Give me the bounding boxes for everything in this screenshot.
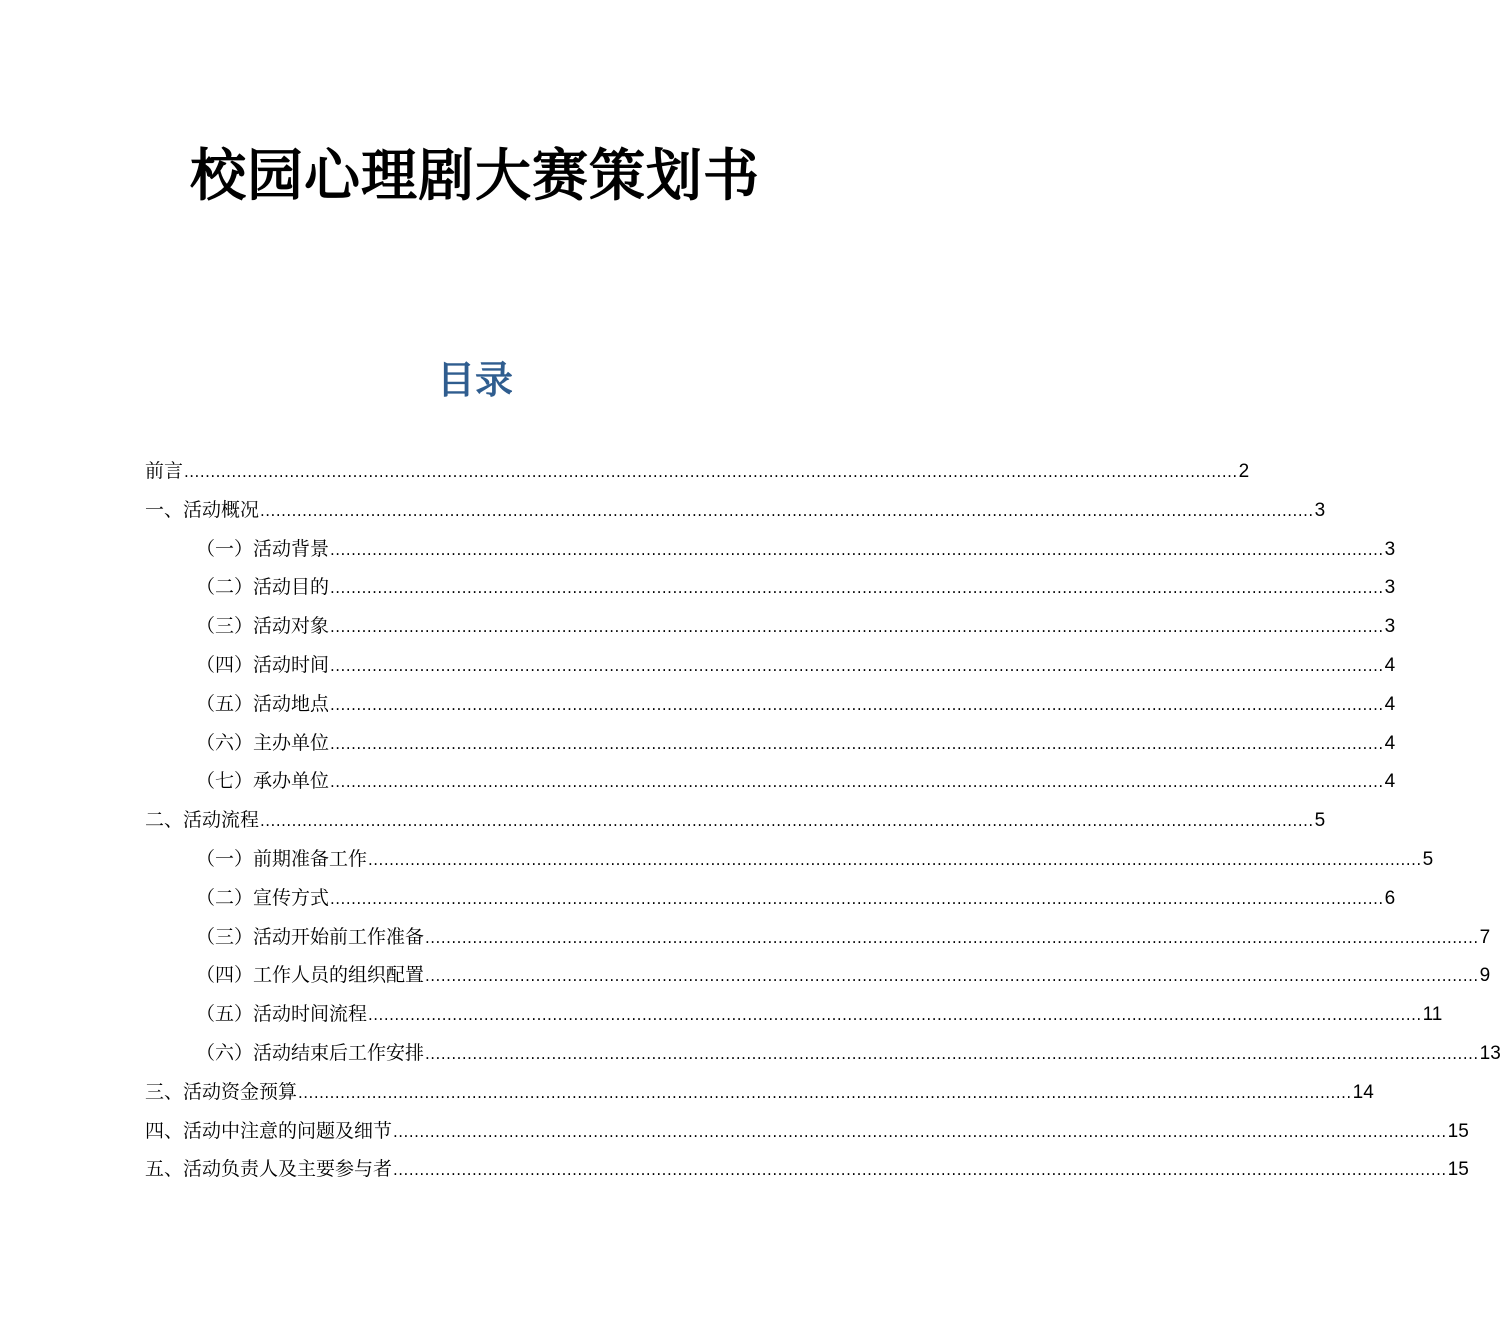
toc-entry-page-number: 5 <box>1314 810 1326 832</box>
toc-entry-label: （二）宣传方式 <box>196 886 330 909</box>
toc-entry-label: （二）活动目的 <box>196 576 330 599</box>
toc-entry[interactable] <box>145 491 1326 530</box>
toc-entry[interactable] <box>145 995 1443 1034</box>
toc-entry-page-number: 7 <box>1479 926 1491 948</box>
toc-entry-label: （三）活动开始前工作准备 <box>196 925 425 948</box>
toc-entry-page-number: 2 <box>1238 461 1250 482</box>
toc-entry[interactable] <box>145 1073 1374 1112</box>
toc-entry-page-number: 4 <box>1384 693 1396 715</box>
toc-entry-page-number: 15 <box>1447 1120 1469 1142</box>
toc-dot-leader: ........................................................................................................................................................................................................ <box>425 1044 1479 1063</box>
toc-entry-page-number: 4 <box>1384 771 1396 793</box>
toc-entry[interactable] <box>145 1112 1469 1151</box>
toc-dot-leader: ........................................................................................................................................................................................................ <box>330 579 1384 598</box>
toc-entry-page-number: 3 <box>1384 538 1396 560</box>
toc-entry[interactable] <box>145 530 1396 569</box>
toc-entry-label: （七）承办单位 <box>196 770 330 793</box>
toc-entry-label: 二、活动流程 <box>145 809 260 832</box>
toc-entry-label: （四）活动时间 <box>196 653 330 676</box>
toc-dot-leader: ........................................................................................................................................................................................................ <box>184 463 1238 481</box>
toc-entry-label: 一、活动概况 <box>145 498 260 521</box>
toc-dot-leader: ........................................................................................................................................................................................................ <box>330 889 1384 908</box>
toc-entry-label: （四）工作人员的组织配置 <box>196 964 425 987</box>
toc-dot-leader: ........................................................................................................................................................................................................ <box>298 1083 1352 1102</box>
toc-entry-page-number: 3 <box>1384 616 1396 638</box>
toc-entry-page-number: 3 <box>1384 577 1396 599</box>
toc-entry-label: 三、活动资金预算 <box>145 1080 298 1103</box>
toc-entry[interactable] <box>145 956 1491 995</box>
toc-entry-label: （五）活动时间流程 <box>196 1003 368 1026</box>
toc-entry[interactable] <box>145 1034 1501 1073</box>
toc-entry[interactable] <box>145 607 1396 646</box>
toc-entry[interactable] <box>145 685 1396 724</box>
toc-dot-leader: ........................................................................................................................................................................................................ <box>330 734 1384 753</box>
document-title: 校园心理剧大赛策划书 <box>190 144 760 209</box>
toc-entry-label: （五）活动地点 <box>196 692 330 715</box>
toc-dot-leader: ........................................................................................................................................................................................................ <box>330 656 1384 675</box>
toc-dot-leader: ........................................................................................................................................................................................................ <box>393 1122 1447 1141</box>
toc-entry-page-number: 3 <box>1314 499 1326 521</box>
toc-entry-label: （三）活动对象 <box>196 615 330 638</box>
toc-dot-leader: ........................................................................................................................................................................................................ <box>368 1006 1422 1025</box>
toc-dot-leader: ........................................................................................................................................................................................................ <box>260 812 1314 831</box>
toc-entry-label: （六）活动结束后工作安排 <box>196 1041 425 1064</box>
toc-entry[interactable] <box>145 1150 1469 1189</box>
toc-entry-page-number: 15 <box>1447 1159 1469 1181</box>
toc-entry-page-number: 4 <box>1384 654 1396 676</box>
toc-dot-leader: ........................................................................................................................................................................................................ <box>368 850 1422 869</box>
toc-entry-label: （六）主办单位 <box>196 731 330 754</box>
toc-entry-page-number: 4 <box>1384 732 1396 754</box>
toc-entry[interactable] <box>145 801 1326 840</box>
toc-entry-page-number: 9 <box>1479 965 1491 987</box>
toc-entry-page-number: 14 <box>1352 1081 1374 1103</box>
toc-dot-leader: ........................................................................................................................................................................................................ <box>330 773 1384 792</box>
toc-entry[interactable] <box>145 452 1250 491</box>
toc-dot-leader: ........................................................................................................................................................................................................ <box>393 1161 1447 1180</box>
toc-entry-page-number: 6 <box>1384 887 1396 909</box>
toc-dot-leader: ........................................................................................................................................................................................................ <box>260 501 1314 520</box>
toc-entry-label: 五、活动负责人及主要参与者 <box>145 1158 393 1181</box>
toc-entry-label: 前言 <box>145 460 184 482</box>
toc-entry[interactable] <box>145 879 1396 918</box>
toc-entry[interactable] <box>145 840 1434 879</box>
toc-dot-leader: ........................................................................................................................................................................................................ <box>425 928 1479 947</box>
toc-entry[interactable] <box>145 762 1396 801</box>
toc-entry-page-number: 11 <box>1422 1004 1443 1026</box>
toc-heading: 目录 <box>436 358 513 402</box>
toc-entry-label: （一）前期准备工作 <box>196 847 368 870</box>
toc-entry[interactable] <box>145 918 1491 957</box>
toc-dot-leader: ........................................................................................................................................................................................................ <box>330 618 1384 637</box>
toc-entry-page-number: 13 <box>1479 1042 1501 1064</box>
toc-entry[interactable] <box>145 568 1396 607</box>
toc-dot-leader: ........................................................................................................................................................................................................ <box>330 695 1384 714</box>
toc-dot-leader: ........................................................................................................................................................................................................ <box>330 540 1384 559</box>
toc-entry-label: 四、活动中注意的问题及细节 <box>145 1119 393 1142</box>
toc-entry-label: （一）活动背景 <box>196 537 330 560</box>
toc-entry[interactable] <box>145 646 1396 685</box>
table-of-contents <box>145 452 1501 1189</box>
toc-entry[interactable] <box>145 724 1396 763</box>
toc-dot-leader: ........................................................................................................................................................................................................ <box>425 967 1479 986</box>
toc-entry-page-number: 5 <box>1422 848 1434 870</box>
